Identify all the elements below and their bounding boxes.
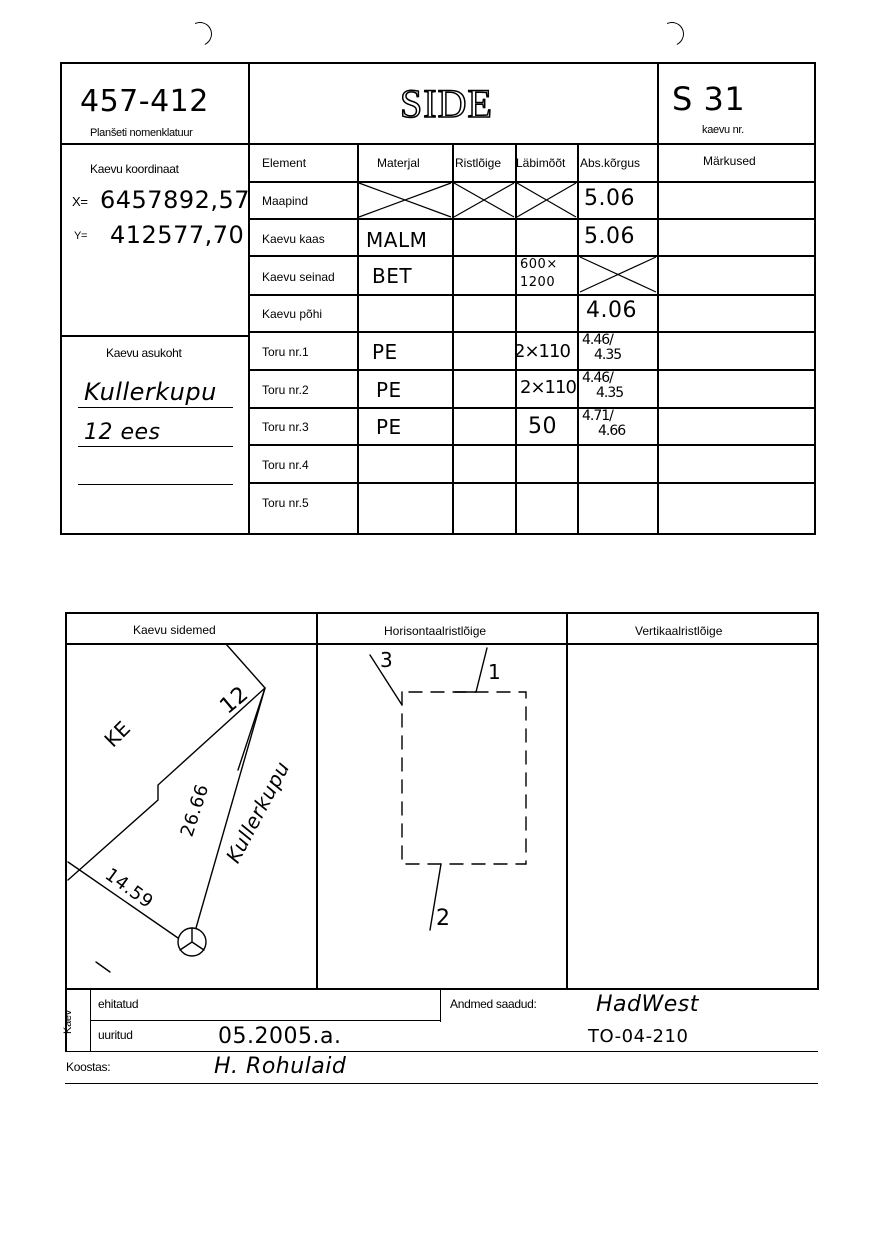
row-element: Toru nr.3 <box>262 420 309 434</box>
footer-surveyed-value: 05.2005.a. <box>218 1024 342 1049</box>
toru1-height-2: 4.35 <box>594 347 622 363</box>
col-header-horizontal: Horisontaalristlõige <box>384 624 487 638</box>
header-diameter: Läbimõõt <box>516 156 566 170</box>
toru2-height-1: 4.46/ <box>582 370 613 386</box>
tick-mark <box>96 962 110 972</box>
footer-data-label: Andmed saadud: <box>450 997 537 1011</box>
toru3-diameter: 50 <box>528 414 557 439</box>
footer-built-label: ehitatud <box>98 997 139 1011</box>
sketch-label-distance-2: 14.59 <box>100 864 158 913</box>
coords-x-value: 6457892,57 <box>100 186 251 214</box>
row-element: Kaevu põhi <box>262 307 323 321</box>
toru1-diameter: 2×110 <box>514 341 570 362</box>
footer-side-label: Kaev <box>61 1010 74 1034</box>
row-element: Toru nr.1 <box>262 345 309 359</box>
footer-data-value-1: HadWest <box>596 992 699 1017</box>
header-height: Abs.kõrgus <box>580 156 641 170</box>
nomenclature-label: Planšeti nomenklatuur <box>90 127 193 139</box>
sketch-label-distance-1: 26.66 <box>176 781 214 840</box>
toru2-diameter: 2×110 <box>520 377 576 398</box>
footer-data-value-2: TO-04-210 <box>588 1026 689 1047</box>
kaas-height: 5.06 <box>584 224 635 249</box>
header-cross: Ristlõige <box>455 156 502 170</box>
row-element: Toru nr.5 <box>262 496 309 510</box>
footer-surveyed-label: uuritud <box>98 1028 133 1042</box>
sketch-label-12: 12 <box>215 681 254 720</box>
seinad-diameter-2: 1200 <box>520 275 556 290</box>
header-notes: Märkused <box>703 154 756 168</box>
pipe-1-line <box>455 648 487 692</box>
toru3-height-1: 4.71/ <box>582 408 613 424</box>
nomenclature-value: 457-412 <box>80 84 209 119</box>
toru1-height-1: 4.46/ <box>582 332 613 348</box>
seinad-material: BET <box>372 264 413 288</box>
toru2-height-2: 4.35 <box>596 385 624 401</box>
sketch-label-pipe-2: 2 <box>436 906 451 931</box>
row-element: Toru nr.2 <box>262 383 309 397</box>
row-element: Toru nr.4 <box>262 458 309 472</box>
header-material: Materjal <box>377 156 420 170</box>
horizontal-section-outline <box>402 692 526 864</box>
row-element: Kaevu kaas <box>262 232 325 246</box>
coords-y-value: 412577,70 <box>110 221 245 249</box>
seinad-diameter-1: 600× <box>520 257 558 272</box>
well-number-label: kaevu nr. <box>702 124 744 136</box>
sketch-label-pipe-1: 1 <box>488 660 502 684</box>
maapind-height: 5.06 <box>584 186 635 211</box>
col-header-links: Kaevu sidemed <box>133 623 216 637</box>
footer-author-value: H. Rohulaid <box>214 1054 347 1079</box>
well-number-value: S 31 <box>672 80 746 118</box>
toru2-material: PE <box>376 378 402 402</box>
toru3-material: PE <box>376 415 402 439</box>
coords-y-label: Y= <box>74 230 88 242</box>
row-element: Kaevu seinad <box>262 270 335 284</box>
sketch-label-pipe-3: 3 <box>380 648 394 672</box>
footer-author-label: Koostas: <box>66 1060 111 1074</box>
row-element: Maapind <box>262 194 309 208</box>
location-label: Kaevu asukoht <box>106 346 182 360</box>
header-element: Element <box>262 156 307 170</box>
kaas-material: MALM <box>366 228 428 252</box>
manhole-symbol-icon <box>178 928 206 956</box>
sketch-label-street: Kullerkupu <box>220 757 295 867</box>
coords-label: Kaevu koordinaat <box>90 162 179 176</box>
sketch-label-ke: KE <box>99 716 136 752</box>
coords-x-label: X= <box>72 194 88 209</box>
pohi-height: 4.06 <box>586 298 637 323</box>
location-line2: 12 ees <box>84 420 161 445</box>
location-line1: Kullerkupu <box>84 378 217 406</box>
toru3-height-2: 4.66 <box>598 423 626 439</box>
page-title: SIDE <box>400 81 493 126</box>
toru1-material: PE <box>372 340 398 364</box>
col-header-vertical: Vertikaalristlõige <box>635 624 723 638</box>
